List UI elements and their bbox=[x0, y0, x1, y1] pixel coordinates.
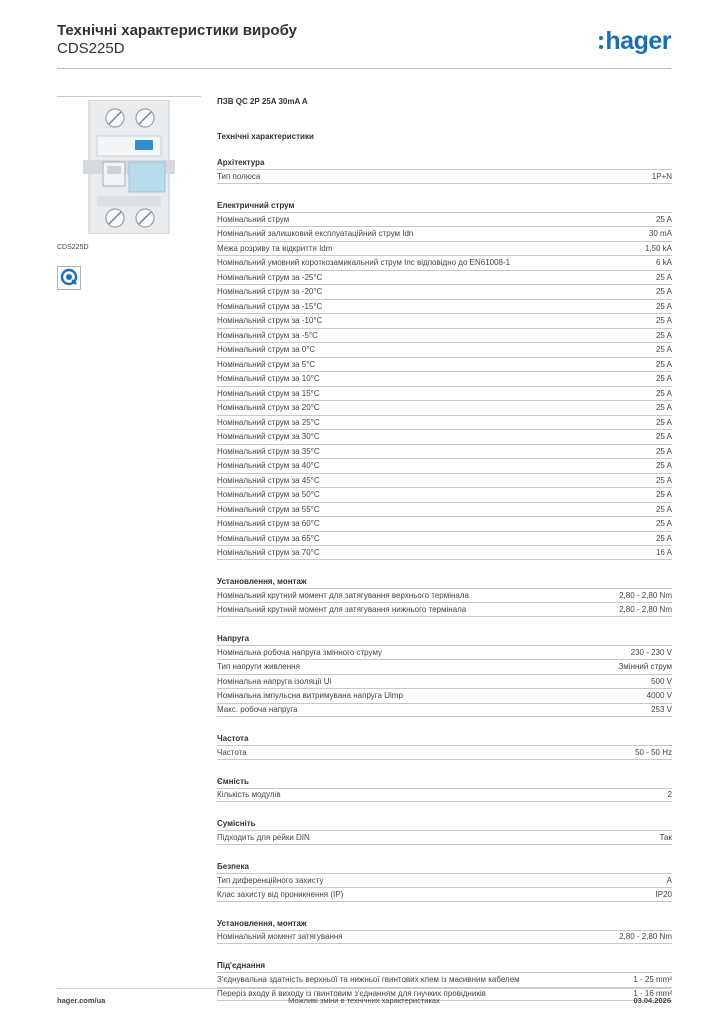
spec-row bbox=[217, 400, 672, 415]
spec-rows bbox=[217, 588, 672, 617]
spec-row bbox=[217, 241, 672, 256]
spec-value: 25 A bbox=[655, 214, 672, 224]
spec-section bbox=[217, 201, 672, 560]
spec-value: 253 V bbox=[651, 705, 672, 715]
spec-row bbox=[217, 226, 672, 241]
section-title: Ємність bbox=[217, 776, 249, 786]
spec-value: 1 - 25 mm² bbox=[633, 975, 672, 985]
section-title: Частота bbox=[217, 734, 249, 743]
section-title: Установлення, монтаж bbox=[217, 918, 307, 928]
spec-label: Номінальний струм за 40°C bbox=[217, 461, 320, 471]
spec-label: Номінальний струм за 70°C bbox=[217, 547, 320, 557]
spec-label: Кількість модулів bbox=[217, 790, 281, 800]
spec-value: 30 mA bbox=[648, 229, 672, 239]
spec-row bbox=[217, 473, 672, 488]
spec-rows bbox=[217, 788, 672, 803]
spec-row bbox=[217, 444, 672, 459]
section-title: Безпека bbox=[217, 861, 249, 871]
section-title: Архітектура bbox=[217, 158, 265, 167]
spec-content bbox=[217, 96, 672, 1001]
spec-section bbox=[217, 634, 672, 718]
spec-value: 6 kA bbox=[655, 258, 672, 268]
spec-label: Номінальний струм за 5°C bbox=[217, 359, 316, 369]
spec-value: 25 A bbox=[655, 345, 672, 355]
spec-row bbox=[217, 487, 672, 502]
section-title: Під'єднання bbox=[217, 961, 266, 970]
footer-disclaimer: Можливі зміни в технічних характеристиках bbox=[288, 996, 440, 1005]
spec-value: 25 A bbox=[655, 403, 672, 413]
footer-website: hager.com/ua bbox=[57, 996, 106, 1005]
spec-label: Номінальний крутний момент для затягування верхнього термінала bbox=[217, 590, 469, 600]
spec-value: IP20 bbox=[655, 889, 672, 899]
spec-row bbox=[217, 429, 672, 444]
spec-label: Номінальний струм за 60°C bbox=[217, 519, 320, 529]
spec-label: Номінальний струм за -20°C bbox=[217, 287, 323, 297]
spec-row bbox=[217, 299, 672, 314]
product-caption: CDS225D bbox=[57, 244, 89, 251]
spec-value: 25 A bbox=[655, 316, 672, 326]
spec-row bbox=[217, 602, 672, 617]
spec-value: 500 V bbox=[651, 676, 672, 686]
product-name: ПЗВ QC 2P 25A 30mA A bbox=[217, 97, 308, 106]
spec-row bbox=[217, 645, 672, 660]
spec-label: Номінальний крутний момент для затягування нижнього термінала bbox=[217, 604, 467, 614]
spec-row bbox=[217, 887, 672, 902]
spec-value: 2,80 - 2,80 Nm bbox=[619, 590, 672, 600]
logo-colon-icon bbox=[599, 36, 603, 49]
spec-value: 50 - 50 Hz bbox=[635, 747, 672, 757]
spec-label: Номінальна робоча напруга змінного струму bbox=[217, 647, 383, 657]
quality-mark-icon bbox=[57, 266, 81, 290]
spec-label: Номінальний струм за -15°C bbox=[217, 301, 323, 311]
product-sidebar bbox=[57, 96, 201, 295]
spec-section bbox=[217, 919, 672, 945]
spec-label: Переріз входу й виходу із гвинтовим з'єднанням для гнучких провідників bbox=[217, 989, 486, 999]
spec-value: 25 A bbox=[655, 417, 672, 427]
spec-value: 25 A bbox=[655, 272, 672, 282]
section-title: Електричний струм bbox=[217, 200, 295, 210]
spec-label: Номінальний момент затягування bbox=[217, 932, 343, 942]
spec-sections bbox=[217, 158, 672, 1001]
spec-row bbox=[217, 212, 672, 227]
spec-label: Тип полюса bbox=[217, 171, 261, 181]
tech-specs-heading: Технічні характеристики bbox=[217, 132, 314, 141]
spec-label: Частота bbox=[217, 747, 247, 757]
page-footer bbox=[57, 996, 671, 1008]
spec-label: Номінальна імпульсна витримувана напруга Uimp bbox=[217, 691, 403, 701]
spec-label: Номінальний струм за 50°C bbox=[217, 490, 320, 500]
page-title: Технічні характеристики виробу bbox=[57, 22, 297, 39]
spec-label: Номінальний умовний короткозамикальний струм Inc відповідно до EN61008-1 bbox=[217, 258, 511, 268]
section-title: Сумісніть bbox=[217, 819, 256, 828]
footer-divider bbox=[57, 988, 671, 989]
spec-row bbox=[217, 659, 672, 674]
spec-section bbox=[217, 158, 672, 184]
spec-label: Номінальний струм за 20°C bbox=[217, 403, 320, 413]
spec-value: 25 A bbox=[655, 287, 672, 297]
spec-value: 2,80 - 2,80 Nm bbox=[619, 604, 672, 614]
spec-label: Номінальний струм за 55°C bbox=[217, 504, 320, 514]
spec-row bbox=[217, 545, 672, 560]
spec-section bbox=[217, 961, 672, 1001]
spec-label: Номінальний залишковий експлуатаційний струм Idn bbox=[217, 229, 414, 239]
spec-label: З'єднувальна здатність верхньої та нижньої гвинтових клем із масивним кабелем bbox=[217, 975, 520, 985]
spec-value: A bbox=[666, 875, 672, 885]
logo-text: hager bbox=[605, 27, 671, 55]
spec-section bbox=[217, 734, 672, 760]
spec-value: 25 A bbox=[655, 330, 672, 340]
spec-rows bbox=[217, 645, 672, 718]
hager-logo bbox=[599, 27, 671, 55]
spec-section bbox=[217, 819, 672, 845]
spec-label: Підходить для рейки DIN bbox=[217, 832, 310, 842]
spec-label: Тип диференційного захисту bbox=[217, 875, 324, 885]
spec-value: 1,50 kA bbox=[644, 243, 672, 253]
spec-row bbox=[217, 588, 672, 603]
spec-row bbox=[217, 284, 672, 299]
spec-label: Номінальна напруга ізоляції Ui bbox=[217, 676, 332, 686]
spec-value: Змінний струм bbox=[618, 662, 672, 672]
spec-value: Так bbox=[659, 832, 672, 842]
spec-row bbox=[217, 357, 672, 372]
spec-section bbox=[217, 862, 672, 902]
footer-date: 03.04.2026 bbox=[633, 996, 671, 1005]
spec-row bbox=[217, 531, 672, 546]
spec-value: 25 A bbox=[655, 446, 672, 456]
spec-row bbox=[217, 745, 672, 760]
spec-label: Номінальний струм за -10°C bbox=[217, 316, 323, 326]
spec-rows bbox=[217, 745, 672, 760]
product-image bbox=[57, 96, 201, 236]
spec-row bbox=[217, 703, 672, 718]
spec-value: 25 A bbox=[655, 533, 672, 543]
spec-rows bbox=[217, 212, 672, 560]
spec-row bbox=[217, 415, 672, 430]
spec-section bbox=[217, 777, 672, 803]
spec-label: Макс. робоча напруга bbox=[217, 705, 298, 715]
spec-label: Номінальний струм за 0°C bbox=[217, 345, 316, 355]
spec-value: 2 bbox=[667, 790, 672, 800]
spec-row bbox=[217, 972, 672, 987]
spec-rows bbox=[217, 873, 672, 902]
spec-value: 25 A bbox=[655, 461, 672, 471]
spec-label: Номінальний струм за -5°C bbox=[217, 330, 318, 340]
spec-rows bbox=[217, 169, 672, 184]
spec-value: 25 A bbox=[655, 388, 672, 398]
spec-row bbox=[217, 830, 672, 845]
spec-section bbox=[217, 577, 672, 617]
spec-value: 230 - 230 V bbox=[630, 647, 672, 657]
spec-row bbox=[217, 386, 672, 401]
spec-label: Тип напруги живлення bbox=[217, 662, 300, 672]
spec-label: Номінальний струм за 25°C bbox=[217, 417, 320, 427]
spec-row bbox=[217, 502, 672, 517]
spec-label: Номінальний струм за 10°C bbox=[217, 374, 320, 384]
page-subtitle: CDS225D bbox=[57, 40, 125, 57]
spec-value: 25 A bbox=[655, 519, 672, 529]
spec-value: 25 A bbox=[655, 490, 672, 500]
spec-label: Номінальний струм за 35°C bbox=[217, 446, 320, 456]
spec-row bbox=[217, 313, 672, 328]
spec-label: Номінальний струм за 65°C bbox=[217, 533, 320, 543]
spec-value: 25 A bbox=[655, 359, 672, 369]
spec-value: 16 A bbox=[655, 547, 672, 557]
spec-row bbox=[217, 458, 672, 473]
spec-row bbox=[217, 169, 672, 184]
spec-value: 1 - 16 mm² bbox=[633, 989, 672, 999]
spec-label: Номінальний струм bbox=[217, 214, 290, 224]
spec-row bbox=[217, 371, 672, 386]
page-header bbox=[57, 22, 671, 70]
header-divider bbox=[57, 68, 671, 69]
section-title: Установлення, монтаж bbox=[217, 576, 307, 586]
spec-row bbox=[217, 516, 672, 531]
spec-row bbox=[217, 873, 672, 888]
spec-label: Межа розриву та відкриття Idm bbox=[217, 243, 333, 253]
spec-value: 25 A bbox=[655, 504, 672, 514]
spec-value: 4000 V bbox=[646, 691, 672, 701]
spec-row bbox=[217, 328, 672, 343]
spec-label: Клас захисту від проникнення (IP) bbox=[217, 889, 344, 899]
spec-row bbox=[217, 688, 672, 703]
spec-value: 2,80 - 2,80 Nm bbox=[619, 932, 672, 942]
spec-value: 25 A bbox=[655, 432, 672, 442]
spec-label: Номінальний струм за 15°C bbox=[217, 388, 320, 398]
spec-row bbox=[217, 255, 672, 270]
rcd-device-icon bbox=[83, 100, 175, 234]
spec-rows bbox=[217, 930, 672, 945]
spec-row bbox=[217, 270, 672, 285]
spec-value: 25 A bbox=[655, 374, 672, 384]
spec-label: Номінальний струм за -25°C bbox=[217, 272, 323, 282]
spec-label: Номінальний струм за 30°C bbox=[217, 432, 320, 442]
spec-row bbox=[217, 930, 672, 945]
spec-rows bbox=[217, 830, 672, 845]
spec-value: 25 A bbox=[655, 475, 672, 485]
spec-row bbox=[217, 342, 672, 357]
spec-row bbox=[217, 788, 672, 803]
section-title: Напруга bbox=[217, 633, 250, 643]
spec-label: Номінальний струм за 45°C bbox=[217, 475, 320, 485]
spec-row bbox=[217, 674, 672, 689]
spec-value: 1P+N bbox=[651, 171, 672, 181]
spec-value: 25 A bbox=[655, 301, 672, 311]
